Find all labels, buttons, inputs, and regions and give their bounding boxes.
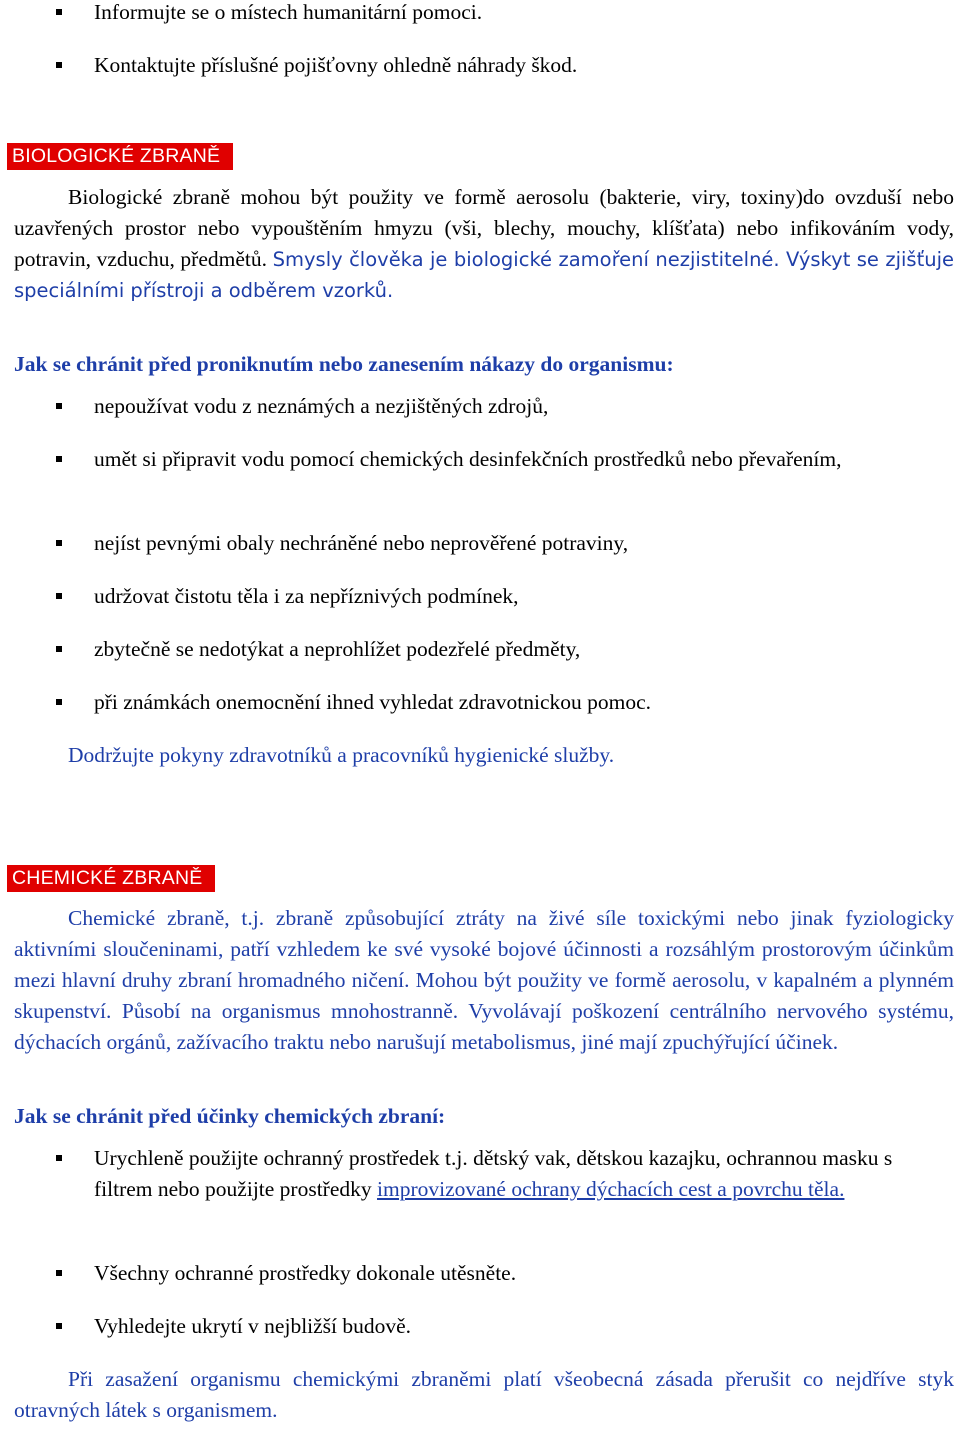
- list-item: [94, 528, 940, 559]
- chemical-paragraph: [14, 903, 954, 1058]
- list-item-text: Informujte se o místech humanitární pomoci.: [94, 0, 483, 24]
- chemical-closing-text: Při zasažení organismu chemickými zbraněmi platí všeobecná zásada přerušit co nejdříve styk otravných látek s organismem.: [14, 1367, 954, 1422]
- biological-subheading: Jak se chránit před proniknutím nebo zanesením nákazy do organismu:: [14, 352, 674, 376]
- list-item-text: Urychleně použijte ochranný prostředek t.j. dětský vak, dětskou kazajku, ochrannou masku s filtrem nebo použijte prostředky: [94, 1146, 893, 1201]
- list-item: [94, 634, 940, 665]
- list-item: [94, 687, 940, 718]
- biological-closing: Dodržujte pokyny zdravotníků a pracovníků hygienické služby.: [68, 743, 615, 767]
- list-item-text: nepoužívat vodu z neznámých a nezjištěných zdrojů,: [94, 394, 549, 418]
- list-item: [94, 581, 940, 612]
- biological-text-2: Smysly člověka je biologické zamoření nezjistitelné. Výskyt se zjišťuje speciálními přístroji a odběrem vzorků.: [14, 248, 954, 302]
- list-item-text: při známkách onemocnění ihned vyhledat zdravotnickou pomoc.: [94, 690, 652, 714]
- list-item: [94, 1311, 940, 1342]
- list-item: [94, 1258, 940, 1289]
- list-item: [94, 1143, 900, 1205]
- list-item: [94, 50, 940, 81]
- list-item: [94, 0, 940, 28]
- list-item-text: Všechny ochranné prostředky dokonale utěsněte.: [94, 1261, 517, 1285]
- list-item: [94, 444, 890, 475]
- list-item: [94, 391, 940, 422]
- improvised-protection-link[interactable]: improvizované ochrany dýchacích cest a povrchu těla.: [377, 1177, 845, 1201]
- list-item-text: udržovat čistotu těla i za nepříznivých podmínek,: [94, 584, 519, 608]
- chemical-text: Chemické zbraně, t.j. zbraně způsobující ztráty na živé síle toxickými nebo jinak fyziologicky aktivními sloučeninami, patří vzhledem ke své vysoké bojové účinnosti a rozsáhlým prostorovým účinkům mezi hlavní druhy zbraní hromadného ničení. Mohou být použity ve formě aerosolu, v kapalném a plynném skupenství. Působí na organismus mnohostranně. Vyvolávají poškození centrálního nervového systému, dýchacích orgánů, zažívacího traktu nebo narušují metabolismus, jiné mají zpuchýřující účinek.: [14, 906, 954, 1054]
- list-item-text: umět si připravit vodu pomocí chemických desinfekčních prostředků nebo převařením,: [94, 447, 842, 471]
- list-item-text: Vyhledejte ukrytí v nejbližší budově.: [94, 1314, 412, 1338]
- list-item-text: zbytečně se nedotýkat a neprohlížet podezřelé předměty,: [94, 637, 581, 661]
- section-tag-biological: BIOLOGICKÉ ZBRANĚ: [7, 143, 233, 170]
- list-item-text: Kontaktujte příslušné pojišťovny ohledně náhrady škod.: [94, 53, 578, 77]
- chemical-subheading: Jak se chránit před účinky chemických zbraní:: [14, 1104, 446, 1128]
- biological-text-1: Biologické zbraně mohou být použity ve formě aerosolu (bakterie, viry, toxiny)do ovzduší nebo uzavřených prostor nebo vypouštěním hmyzu (vši, blechy, mouchy, klíšťata) nebo infikováním vody, potravin, vzduchu, předmětů.: [14, 185, 954, 271]
- biological-paragraph: [14, 182, 954, 306]
- section-tag-chemical: CHEMICKÉ ZBRANĚ: [7, 865, 215, 892]
- chemical-closing: [14, 1364, 954, 1426]
- list-item-text: nejíst pevnými obaly nechráněné nebo neprověřené potraviny,: [94, 531, 629, 555]
